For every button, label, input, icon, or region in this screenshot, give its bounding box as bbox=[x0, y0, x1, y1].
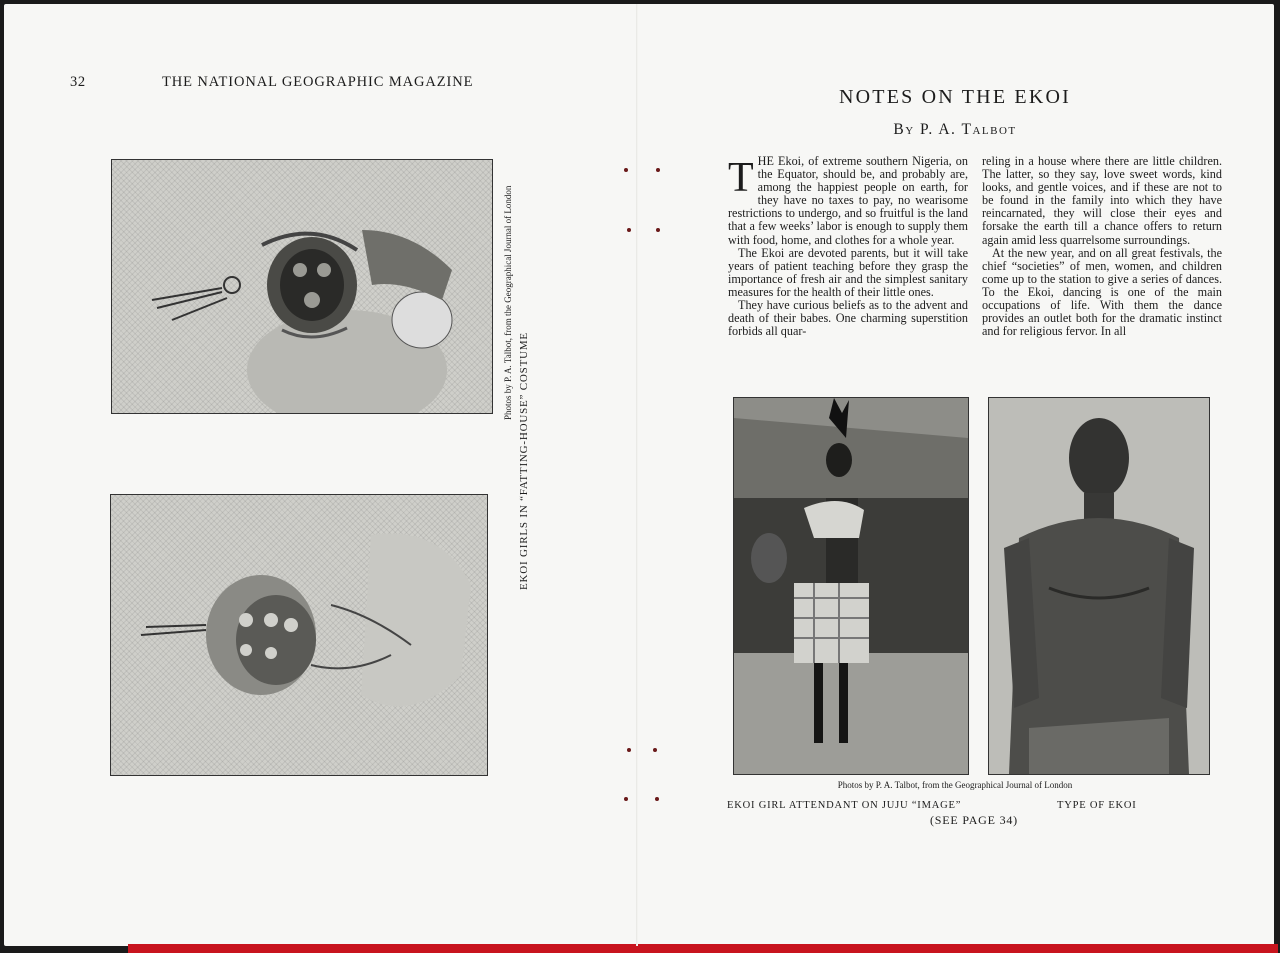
caption-vertical: EKOI GIRLS IN “FATTING-HOUSE” COSTUME bbox=[518, 332, 530, 590]
paragraph: The Ekoi are devoted parents, but it will take years of patient teaching before they grasp the importance of fresh air and the simplest sanitary measures for the health of their little ones. bbox=[728, 245, 968, 299]
text-column-1 bbox=[728, 155, 968, 387]
paragraph: THE Ekoi, of extreme southern Nigeria, on the Equator, should be, and probably are, among the happiest people on earth, for they have no taxes to pay, no wearisome restrictions to undergo, and so fruitful is the land that a few weeks’ labor is enough to supply them with food, home, and clothes for a whole year. bbox=[728, 155, 968, 247]
binding-hole bbox=[624, 797, 628, 801]
red-page-edge bbox=[128, 944, 1278, 953]
photo-ekoi-man bbox=[988, 397, 1210, 775]
page-number: 32 bbox=[70, 74, 86, 90]
running-head: THE NATIONAL GEOGRAPHIC MAGAZINE bbox=[162, 74, 474, 90]
article-title: NOTES ON THE EKOI bbox=[838, 86, 1071, 108]
binding-hole bbox=[656, 228, 660, 232]
binding-hole bbox=[656, 168, 660, 172]
photo-ekoi-girl-top bbox=[111, 159, 493, 414]
binding-hole bbox=[627, 228, 631, 232]
photo-credit-vertical: Photos by P. A. Talbot, from the Geographical Journal of London bbox=[503, 185, 513, 421]
drop-cap: T bbox=[728, 155, 754, 201]
text-column-2 bbox=[982, 155, 1222, 387]
photo-ekoi-girl-bottom bbox=[110, 494, 488, 776]
binding-hole bbox=[624, 168, 628, 172]
photo-girl-attendant bbox=[733, 397, 969, 775]
article-byline: By P. A. Talbot bbox=[893, 121, 1017, 138]
paragraph: They have curious beliefs as to the advent and death of their babes. One charming superstition forbids all quar- bbox=[728, 298, 968, 339]
binding-hole bbox=[653, 748, 657, 752]
binding-hole bbox=[655, 797, 659, 801]
center-gutter bbox=[636, 4, 638, 946]
paragraph: reling in a house where there are little children. The latter, so they say, love sweet words, kind looks, and gentle voices, and if these are not to be found in the family into which they have reincarnated, they will close their eyes and forsake the earth till a chance offers to return again amid less quarrelsome surroundings. bbox=[982, 155, 1222, 247]
photo-credit: Photos by P. A. Talbot, from the Geographical Journal of London bbox=[837, 780, 1073, 790]
caption-type-of-ekoi: TYPE OF EKOI bbox=[1057, 800, 1137, 811]
binding-hole bbox=[627, 748, 631, 752]
caption-page-reference: (SEE PAGE 34) bbox=[930, 813, 1018, 827]
caption-girl-attendant: EKOI GIRL ATTENDANT ON JUJU “IMAGE” bbox=[727, 800, 962, 811]
paragraph: At the new year, and on all great festivals, the chief “societies” of men, women, and children come up to the station to give a series of dances. To the Ekoi, dancing is one of the main occupations of life. With them the dance provides an outlet both for the dramatic instinct and for religious fervor. In all bbox=[982, 245, 1222, 339]
